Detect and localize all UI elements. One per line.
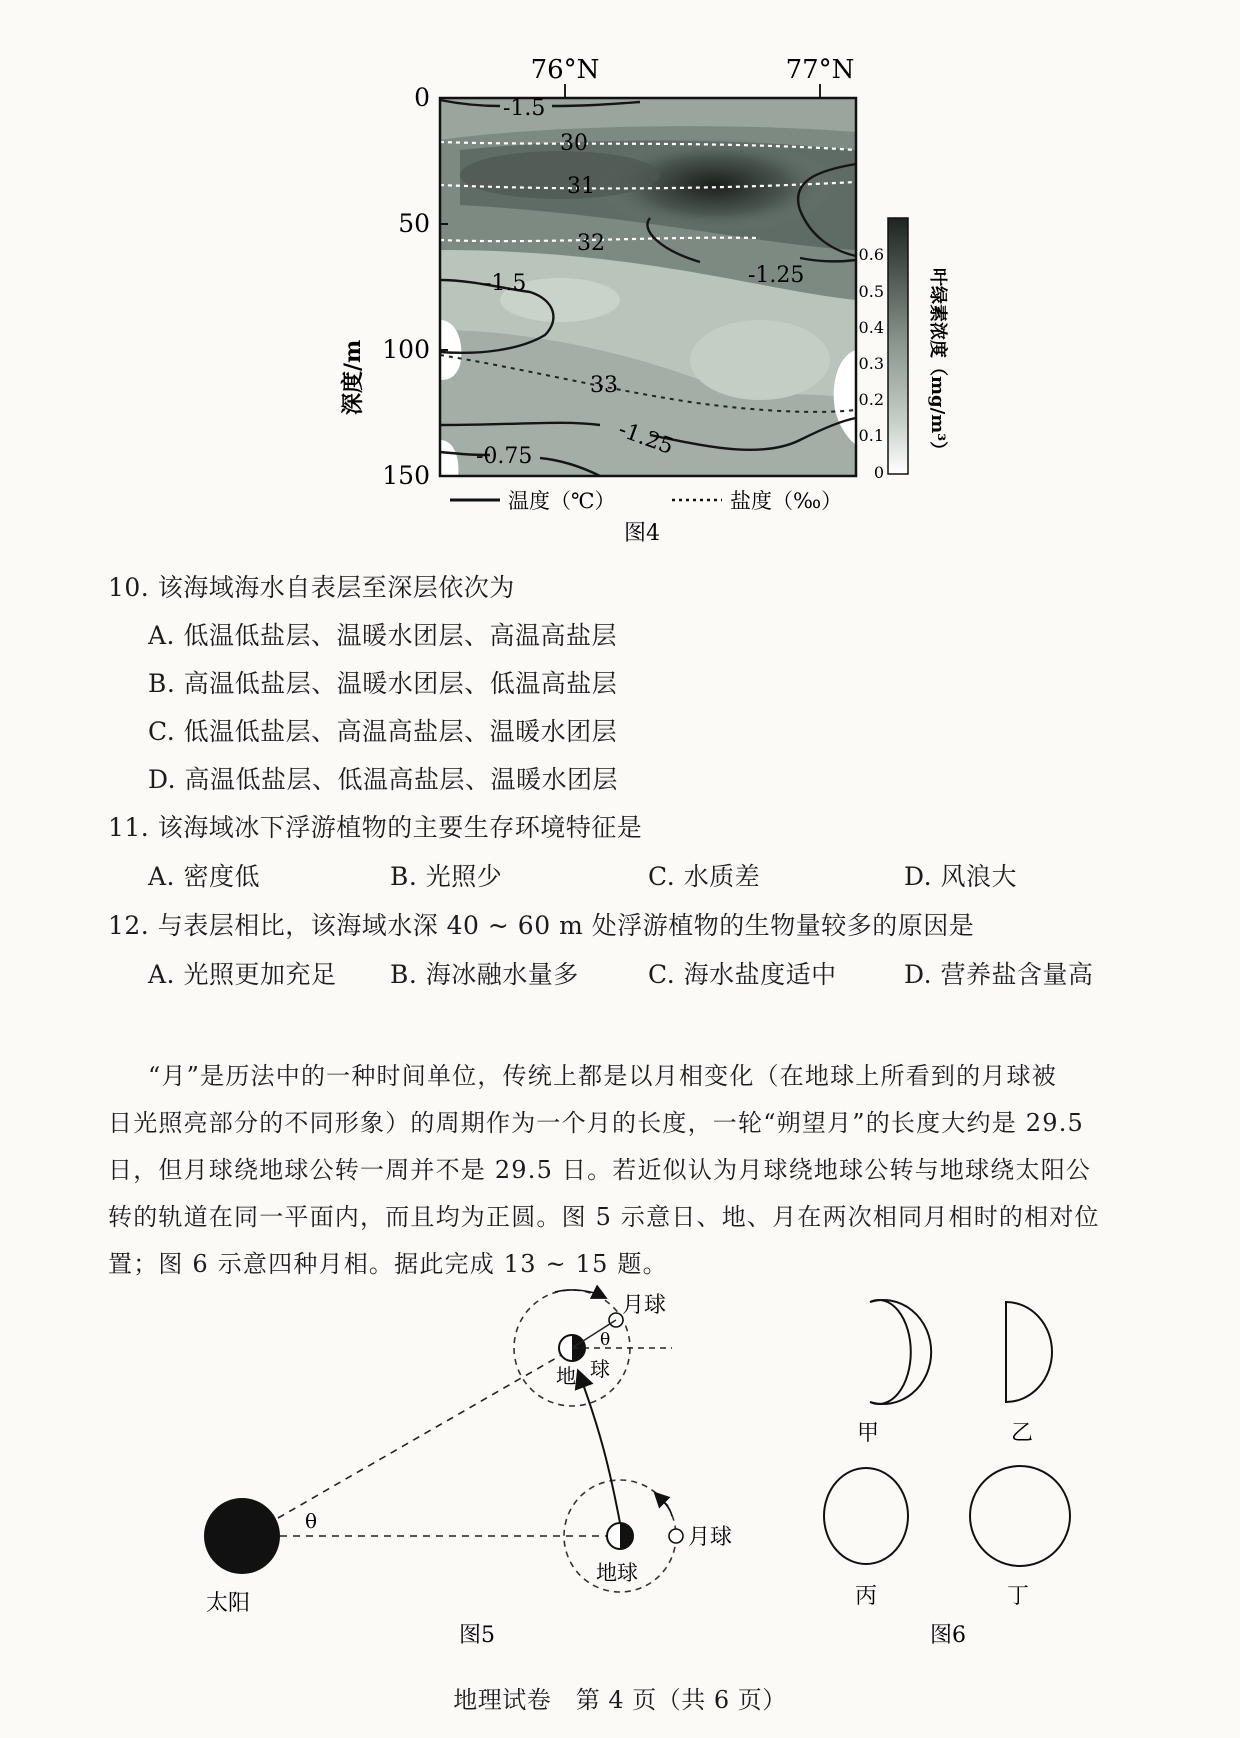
depth-tick-0: 0	[414, 83, 430, 112]
sun	[204, 1498, 280, 1574]
question-12-option-a[interactable]: A. 光照更加充足	[148, 960, 337, 989]
passage-line: 日光照亮部分的不同形象）的周期作为一个月的长度，一轮“朔望月”的长度大约是 29.5	[108, 1109, 1085, 1137]
phase-label-yi: 乙	[1010, 1421, 1034, 1446]
colorbar-label: 叶绿素浓度（mg/m³）	[927, 268, 948, 460]
colorbar-tick: 0.3	[858, 354, 884, 373]
contour-label-temp-top: -1.5	[503, 96, 546, 121]
colorbar-tick: 0.1	[858, 426, 884, 445]
page-footer: 地理试卷 第 4 页（共 6 页）	[453, 1686, 787, 1714]
colorbar	[888, 218, 908, 474]
contour-label-temp-mid-left: -1.5	[484, 271, 527, 296]
colorbar-tick: 0.5	[858, 282, 884, 301]
passage-line: “月”是历法中的一种时间单位，传统上都是以月相变化（在地球上所看到的月球被	[148, 1062, 1057, 1090]
question-12-option-c[interactable]: C. 海水盐度适中	[648, 960, 837, 989]
figure-4	[0, 0, 1240, 560]
earth-upper-label-a: 地	[556, 1364, 576, 1388]
contour-label-temp-bottom: -0.75	[476, 444, 533, 469]
question-11-option-d[interactable]: D. 风浪大	[904, 862, 1018, 891]
earth-lower-label: 地球	[596, 1561, 638, 1585]
question-11-option-a[interactable]: A. 密度低	[148, 862, 260, 891]
contour-label-sal-30: 30	[560, 131, 588, 156]
moon-lower	[669, 1529, 683, 1543]
question-10-option-c[interactable]: C. 低温低盐层、高温高盐层、温暖水团层	[148, 717, 618, 746]
contour-label-sal-31: 31	[567, 174, 595, 199]
question-12-option-b[interactable]: B. 海冰融水量多	[390, 960, 579, 989]
question-10-option-a[interactable]: A. 低温低盐层、温暖水团层、高温高盐层	[148, 621, 617, 650]
depth-axis-label: 深度/m	[340, 339, 366, 415]
theta-angle-sun: θ	[305, 1509, 318, 1533]
passage-line: 转的轨道在同一平面内，而且均为正圆。图 5 示意日、地、月在两次相同月相时的相对位	[108, 1203, 1100, 1231]
question-11-option-b[interactable]: B. 光照少	[390, 862, 503, 891]
question-10-stem: 10. 该海域海水自表层至深层依次为	[108, 573, 515, 602]
contour-label-sal-32: 32	[577, 231, 605, 256]
phase-label-bing: 丙	[854, 1584, 878, 1609]
lat-label-76: 76°N	[530, 55, 600, 85]
phase-label-ding: 丁	[1006, 1584, 1030, 1609]
figure-4-caption: 图4	[624, 521, 660, 546]
figure-6-caption: 图6	[930, 1623, 966, 1648]
question-10-option-b[interactable]: B. 高温低盐层、温暖水团层、低温高盐层	[148, 669, 618, 698]
contour-label-temp-low: -1.25	[614, 417, 677, 460]
lat-label-77: 77°N	[785, 55, 855, 85]
depth-tick-100: 100	[382, 335, 430, 364]
legend-temperature: 温度（℃）	[508, 489, 616, 513]
colorbar-tick: 0.6	[858, 245, 884, 264]
figure-5-caption: 图5	[459, 1623, 495, 1648]
sun-label: 太阳	[205, 1591, 251, 1616]
moon-phase-crescent	[870, 1300, 931, 1404]
passage-line: 日，但月球绕地球公转一周并不是 29.5 日。若近似认为月球绕地球公转与地球绕太阳公	[108, 1156, 1092, 1184]
question-12-stem: 12. 与表层相比，该海域水深 40 ~ 60 m 处浮游植物的生物量较多的原因是	[108, 911, 975, 940]
moon-phase-full	[970, 1466, 1070, 1566]
passage-line: 置；图 6 示意四种月相。据此完成 13 ~ 15 题。	[108, 1250, 668, 1278]
contour-label-sal-33: 33	[590, 373, 618, 398]
contour-label-temp-mid-right: -1.25	[748, 263, 805, 288]
colorbar-tick: 0	[873, 463, 884, 482]
depth-tick-150: 150	[382, 461, 430, 490]
moon-phase-gibbous	[824, 1468, 908, 1564]
question-10-option-d[interactable]: D. 高温低盐层、低温高盐层、温暖水团层	[148, 765, 619, 794]
question-11-stem: 11. 该海域冰下浮游植物的主要生存环境特征是	[108, 813, 643, 842]
theta-angle-moon: θ	[600, 1330, 611, 1350]
colorbar-tick: 0.2	[858, 390, 884, 409]
phase-label-jia: 甲	[856, 1421, 880, 1446]
colorbar-tick: 0.4	[858, 318, 884, 337]
figure-6	[800, 1290, 1100, 1660]
moon-phase-half	[1006, 1302, 1052, 1402]
moon-lower-label: 月球	[688, 1525, 733, 1550]
legend-salinity: 盐度（‰）	[730, 489, 843, 513]
question-11-option-c[interactable]: C. 水质差	[648, 862, 761, 891]
earth-upper-label-b: 球	[590, 1357, 610, 1381]
moon-upper-label: 月球	[622, 1293, 667, 1318]
depth-tick-50: 50	[398, 209, 430, 238]
question-12-option-d[interactable]: D. 营养盐含量高	[904, 960, 1094, 989]
